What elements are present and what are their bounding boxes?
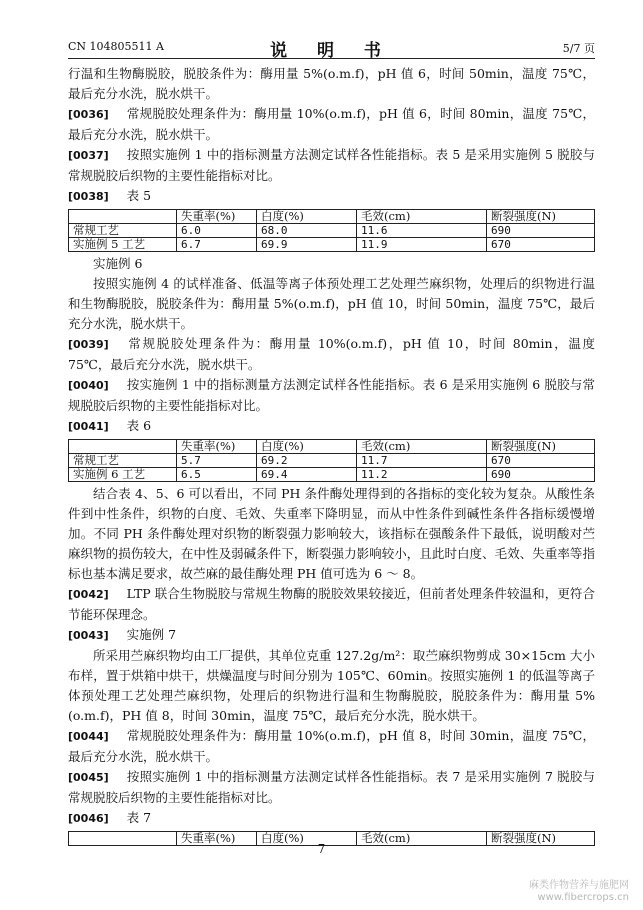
paragraph-0044: [0044] 常规脱胶处理条件为：酶用量 10%(o.m.f)，pH 值 8，时间 30min，温度 75℃，最后充分水洗，脱水烘干。 — [68, 728, 595, 764]
example-6-text: 按照实施例 4 的试样准备、低温等离子体预处理工艺处理苎麻织物，处理后的织物进行温和生物酶脱胶，脱胶条件为：酶用量 5%(o.m.f)，pH 值 10，时间 50min，温度 75℃，最后充分水洗，脱水烘干。 — [68, 276, 595, 331]
document-title: 说 明 书 — [270, 41, 393, 61]
table-caption: 表 6 — [126, 418, 152, 433]
table-caption: 表 7 — [126, 810, 152, 825]
page-indicator: 5/7 页 — [562, 42, 595, 55]
summary-paragraph: 结合表 4、5、6 可以看出，不同 PH 条件酶处理得到的各指标的变化较为复杂。从酸性条件到中性条件，织物的白度、毛效、失重率下降明显，而从中性条件到碱性条件各指标缓慢增加。不同 PH 条件酶处理对织物的断裂强力影响较大，该指标在强酸条件下最低，说明酸对苎麻织物的损伤较大，在中性及弱碱条件下，断裂强力影响较小，且此时白度、毛效、失重率等指标也基本满足要求，故苎麻的最佳酶处理 PH 值可选为 6 ～ 8。 — [68, 486, 595, 581]
header-rule — [68, 58, 595, 59]
example-7-title: 实施例 7 — [126, 627, 177, 642]
example-6-title: 实施例 6 — [93, 256, 143, 271]
paragraph-number: [0037] — [68, 149, 109, 162]
table-header-row: 失重率(%) 白度(%) 毛效(cm) 断裂强度(N) — [69, 440, 595, 454]
document-body — [68, 64, 595, 848]
patent-number: CN 104805511 A — [68, 40, 164, 53]
page-header — [68, 36, 595, 61]
table-caption: 表 5 — [126, 188, 152, 203]
paragraph-number: [0041] — [68, 420, 109, 433]
table-header-row: 失重率(%) 白度(%) 毛效(cm) 断裂强度(N) — [69, 832, 595, 846]
paragraph-0042: [0042] LTP 联合生物脱胶与常规生物酶的脱胶效果较接近，但前者处理条件较温和，更符合节能环保理念。 — [68, 586, 595, 622]
paragraph-0046 — [68, 808, 595, 829]
paragraph: 行温和生物酶脱胶，脱胶条件为：酶用量 5%(o.m.f)，pH 值 6，时间 50min，温度 75℃，最后充分水洗，脱水烘干。 — [68, 66, 595, 101]
table-6 — [68, 439, 595, 482]
table-row: 实施例 5 工艺 6.7 69.9 11.9 670 — [69, 238, 595, 252]
paragraph-0045: [0045] 按照实施例 1 中的指标测量方法测定试样各性能指标。表 7 是采用实施例 7 脱胶与常规脱胶后织物的主要性能指标对比。 — [68, 769, 595, 805]
table-header-row: 失重率(%) 白度(%) 毛效(cm) 断裂强度(N) — [69, 210, 595, 224]
table-row: 实施例 6 工艺 6.5 69.4 11.2 690 — [69, 468, 595, 482]
paragraph-0038 — [68, 186, 595, 207]
paragraph-number: [0044] — [68, 730, 109, 743]
table-row: 常规工艺 5.7 69.2 11.7 670 — [69, 454, 595, 468]
paragraph-number: [0039] — [68, 338, 109, 351]
watermark: 麻类作物营养与施肥网 www.fibercrops.cn — [529, 880, 629, 903]
paragraph-0040: [0040] 按实施例 1 中的指标测量方法测定试样各性能指标。表 6 是采用实施例 6 脱胶与常规脱胶后织物的主要性能指标对比。 — [68, 377, 595, 413]
paragraph-number: [0038] — [68, 190, 109, 203]
page-number: 7 — [317, 842, 326, 856]
paragraph-0043 — [68, 625, 595, 646]
table-5 — [68, 209, 595, 252]
example-7-text: 所采用苎麻织物均由工厂提供，其单位克重 127.2g/m²：取苎麻织物剪成 30×15cm 大小布样，置于烘箱中烘干，烘燥温度与时间分别为 105℃、60min。按照实施例 1 的低温等离子体预处理工艺处理苎麻织物，处理后的织物进行温和生物酶脱胶，脱胶条件为：酶用量 5%(o.m.f)，PH 值 8，时间 30min，温度 75℃，最后充分水洗，脱水烘干。 — [68, 648, 595, 723]
table-row: 常规工艺 6.0 68.0 11.6 690 — [69, 224, 595, 238]
paragraph-number: [0040] — [68, 379, 109, 392]
paragraph-0036: [0036] 常规脱胶处理条件为：酶用量 10%(o.m.f)，pH 值 6，时间 80min，温度 75℃，最后充分水洗，脱水烘干。 — [68, 106, 595, 142]
paragraph-0037: [0037] 按照实施例 1 中的指标测量方法测定试样各性能指标。表 5 是采用实施例 5 脱胶与常规脱胶后织物的主要性能指标对比。 — [68, 147, 595, 183]
paragraph-number: [0042] — [68, 588, 109, 601]
paragraph-0041 — [68, 416, 595, 437]
paragraph-number: [0045] — [68, 771, 109, 784]
paragraph-number: [0036] — [68, 108, 109, 121]
paragraph-0039: [0039] 常规脱胶处理条件为：酶用量 10%(o.m.f)，pH 值 10，时间 80min，温度 75℃，最后充分水洗，脱水烘干。 — [68, 336, 595, 372]
paragraph-number: [0046] — [68, 812, 109, 825]
paragraph-number: [0043] — [68, 629, 109, 642]
